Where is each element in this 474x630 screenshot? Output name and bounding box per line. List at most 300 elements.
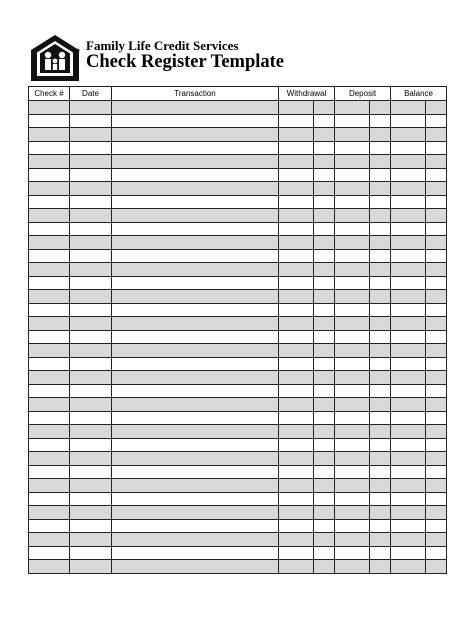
balance-dollars-cell[interactable]: [391, 452, 426, 466]
withdrawal-cents-cell[interactable]: [314, 438, 335, 452]
check-number-cell[interactable]: [29, 357, 70, 371]
date-cell[interactable]: [70, 546, 112, 560]
withdrawal-cents-cell[interactable]: [314, 506, 335, 520]
balance-cents-cell[interactable]: [426, 276, 447, 290]
date-cell[interactable]: [70, 222, 112, 236]
withdrawal-dollars-cell[interactable]: [279, 141, 314, 155]
deposit-dollars-cell[interactable]: [335, 276, 370, 290]
date-cell[interactable]: [70, 101, 112, 115]
deposit-dollars-cell[interactable]: [335, 506, 370, 520]
deposit-cents-cell[interactable]: [370, 546, 391, 560]
date-cell[interactable]: [70, 155, 112, 169]
check-number-cell[interactable]: [29, 101, 70, 115]
withdrawal-cents-cell[interactable]: [314, 560, 335, 574]
deposit-cents-cell[interactable]: [370, 182, 391, 196]
deposit-dollars-cell[interactable]: [335, 249, 370, 263]
withdrawal-dollars-cell[interactable]: [279, 425, 314, 439]
deposit-cents-cell[interactable]: [370, 519, 391, 533]
check-number-cell[interactable]: [29, 425, 70, 439]
withdrawal-cents-cell[interactable]: [314, 546, 335, 560]
transaction-cell[interactable]: [112, 290, 279, 304]
balance-dollars-cell[interactable]: [391, 290, 426, 304]
deposit-dollars-cell[interactable]: [335, 344, 370, 358]
check-number-cell[interactable]: [29, 479, 70, 493]
balance-cents-cell[interactable]: [426, 290, 447, 304]
balance-cents-cell[interactable]: [426, 452, 447, 466]
balance-dollars-cell[interactable]: [391, 533, 426, 547]
withdrawal-dollars-cell[interactable]: [279, 155, 314, 169]
withdrawal-dollars-cell[interactable]: [279, 492, 314, 506]
date-cell[interactable]: [70, 371, 112, 385]
deposit-dollars-cell[interactable]: [335, 155, 370, 169]
deposit-dollars-cell[interactable]: [335, 236, 370, 250]
balance-cents-cell[interactable]: [426, 317, 447, 331]
transaction-cell[interactable]: [112, 344, 279, 358]
withdrawal-dollars-cell[interactable]: [279, 276, 314, 290]
date-cell[interactable]: [70, 195, 112, 209]
deposit-dollars-cell[interactable]: [335, 411, 370, 425]
deposit-cents-cell[interactable]: [370, 425, 391, 439]
date-cell[interactable]: [70, 209, 112, 223]
balance-cents-cell[interactable]: [426, 506, 447, 520]
withdrawal-cents-cell[interactable]: [314, 398, 335, 412]
deposit-cents-cell[interactable]: [370, 506, 391, 520]
deposit-cents-cell[interactable]: [370, 330, 391, 344]
balance-cents-cell[interactable]: [426, 560, 447, 574]
withdrawal-cents-cell[interactable]: [314, 236, 335, 250]
balance-cents-cell[interactable]: [426, 263, 447, 277]
balance-dollars-cell[interactable]: [391, 195, 426, 209]
withdrawal-dollars-cell[interactable]: [279, 195, 314, 209]
transaction-cell[interactable]: [112, 506, 279, 520]
date-cell[interactable]: [70, 290, 112, 304]
deposit-dollars-cell[interactable]: [335, 263, 370, 277]
deposit-cents-cell[interactable]: [370, 168, 391, 182]
balance-cents-cell[interactable]: [426, 236, 447, 250]
balance-cents-cell[interactable]: [426, 344, 447, 358]
deposit-cents-cell[interactable]: [370, 222, 391, 236]
check-number-cell[interactable]: [29, 209, 70, 223]
date-cell[interactable]: [70, 114, 112, 128]
withdrawal-cents-cell[interactable]: [314, 330, 335, 344]
balance-cents-cell[interactable]: [426, 384, 447, 398]
balance-dollars-cell[interactable]: [391, 182, 426, 196]
date-cell[interactable]: [70, 276, 112, 290]
date-cell[interactable]: [70, 411, 112, 425]
check-number-cell[interactable]: [29, 195, 70, 209]
check-number-cell[interactable]: [29, 371, 70, 385]
deposit-dollars-cell[interactable]: [335, 357, 370, 371]
deposit-dollars-cell[interactable]: [335, 209, 370, 223]
transaction-cell[interactable]: [112, 141, 279, 155]
balance-dollars-cell[interactable]: [391, 492, 426, 506]
check-number-cell[interactable]: [29, 519, 70, 533]
check-number-cell[interactable]: [29, 114, 70, 128]
balance-cents-cell[interactable]: [426, 425, 447, 439]
withdrawal-cents-cell[interactable]: [314, 452, 335, 466]
balance-cents-cell[interactable]: [426, 357, 447, 371]
deposit-cents-cell[interactable]: [370, 155, 391, 169]
withdrawal-dollars-cell[interactable]: [279, 317, 314, 331]
withdrawal-cents-cell[interactable]: [314, 209, 335, 223]
check-number-cell[interactable]: [29, 384, 70, 398]
date-cell[interactable]: [70, 506, 112, 520]
deposit-dollars-cell[interactable]: [335, 492, 370, 506]
transaction-cell[interactable]: [112, 371, 279, 385]
deposit-cents-cell[interactable]: [370, 276, 391, 290]
withdrawal-dollars-cell[interactable]: [279, 560, 314, 574]
balance-cents-cell[interactable]: [426, 195, 447, 209]
check-number-cell[interactable]: [29, 222, 70, 236]
balance-cents-cell[interactable]: [426, 222, 447, 236]
transaction-cell[interactable]: [112, 209, 279, 223]
balance-dollars-cell[interactable]: [391, 384, 426, 398]
withdrawal-dollars-cell[interactable]: [279, 114, 314, 128]
balance-cents-cell[interactable]: [426, 155, 447, 169]
transaction-cell[interactable]: [112, 411, 279, 425]
transaction-cell[interactable]: [112, 276, 279, 290]
withdrawal-cents-cell[interactable]: [314, 384, 335, 398]
transaction-cell[interactable]: [112, 303, 279, 317]
deposit-dollars-cell[interactable]: [335, 546, 370, 560]
balance-dollars-cell[interactable]: [391, 128, 426, 142]
withdrawal-dollars-cell[interactable]: [279, 303, 314, 317]
withdrawal-cents-cell[interactable]: [314, 114, 335, 128]
deposit-dollars-cell[interactable]: [335, 384, 370, 398]
balance-dollars-cell[interactable]: [391, 263, 426, 277]
withdrawal-dollars-cell[interactable]: [279, 168, 314, 182]
transaction-cell[interactable]: [112, 249, 279, 263]
withdrawal-cents-cell[interactable]: [314, 519, 335, 533]
deposit-cents-cell[interactable]: [370, 357, 391, 371]
deposit-cents-cell[interactable]: [370, 101, 391, 115]
deposit-cents-cell[interactable]: [370, 141, 391, 155]
deposit-cents-cell[interactable]: [370, 195, 391, 209]
balance-cents-cell[interactable]: [426, 492, 447, 506]
deposit-dollars-cell[interactable]: [335, 452, 370, 466]
deposit-dollars-cell[interactable]: [335, 182, 370, 196]
transaction-cell[interactable]: [112, 398, 279, 412]
withdrawal-dollars-cell[interactable]: [279, 546, 314, 560]
deposit-cents-cell[interactable]: [370, 452, 391, 466]
date-cell[interactable]: [70, 357, 112, 371]
withdrawal-dollars-cell[interactable]: [279, 533, 314, 547]
deposit-cents-cell[interactable]: [370, 249, 391, 263]
check-number-cell[interactable]: [29, 344, 70, 358]
deposit-cents-cell[interactable]: [370, 411, 391, 425]
balance-dollars-cell[interactable]: [391, 398, 426, 412]
balance-cents-cell[interactable]: [426, 141, 447, 155]
check-number-cell[interactable]: [29, 492, 70, 506]
check-number-cell[interactable]: [29, 236, 70, 250]
deposit-dollars-cell[interactable]: [335, 465, 370, 479]
deposit-dollars-cell[interactable]: [335, 114, 370, 128]
withdrawal-dollars-cell[interactable]: [279, 101, 314, 115]
date-cell[interactable]: [70, 398, 112, 412]
deposit-cents-cell[interactable]: [370, 344, 391, 358]
date-cell[interactable]: [70, 465, 112, 479]
withdrawal-dollars-cell[interactable]: [279, 330, 314, 344]
deposit-cents-cell[interactable]: [370, 236, 391, 250]
withdrawal-cents-cell[interactable]: [314, 222, 335, 236]
balance-cents-cell[interactable]: [426, 168, 447, 182]
withdrawal-dollars-cell[interactable]: [279, 222, 314, 236]
withdrawal-cents-cell[interactable]: [314, 357, 335, 371]
deposit-cents-cell[interactable]: [370, 114, 391, 128]
withdrawal-dollars-cell[interactable]: [279, 479, 314, 493]
balance-dollars-cell[interactable]: [391, 506, 426, 520]
transaction-cell[interactable]: [112, 560, 279, 574]
withdrawal-dollars-cell[interactable]: [279, 452, 314, 466]
transaction-cell[interactable]: [112, 357, 279, 371]
date-cell[interactable]: [70, 533, 112, 547]
deposit-dollars-cell[interactable]: [335, 195, 370, 209]
date-cell[interactable]: [70, 249, 112, 263]
transaction-cell[interactable]: [112, 317, 279, 331]
check-number-cell[interactable]: [29, 168, 70, 182]
date-cell[interactable]: [70, 317, 112, 331]
check-number-cell[interactable]: [29, 182, 70, 196]
balance-dollars-cell[interactable]: [391, 479, 426, 493]
withdrawal-cents-cell[interactable]: [314, 263, 335, 277]
deposit-cents-cell[interactable]: [370, 303, 391, 317]
deposit-cents-cell[interactable]: [370, 479, 391, 493]
withdrawal-dollars-cell[interactable]: [279, 465, 314, 479]
deposit-cents-cell[interactable]: [370, 398, 391, 412]
balance-dollars-cell[interactable]: [391, 371, 426, 385]
check-number-cell[interactable]: [29, 290, 70, 304]
deposit-cents-cell[interactable]: [370, 371, 391, 385]
transaction-cell[interactable]: [112, 182, 279, 196]
withdrawal-dollars-cell[interactable]: [279, 371, 314, 385]
deposit-dollars-cell[interactable]: [335, 479, 370, 493]
balance-dollars-cell[interactable]: [391, 425, 426, 439]
check-number-cell[interactable]: [29, 317, 70, 331]
balance-dollars-cell[interactable]: [391, 114, 426, 128]
check-number-cell[interactable]: [29, 506, 70, 520]
balance-dollars-cell[interactable]: [391, 249, 426, 263]
balance-cents-cell[interactable]: [426, 182, 447, 196]
transaction-cell[interactable]: [112, 236, 279, 250]
date-cell[interactable]: [70, 438, 112, 452]
deposit-cents-cell[interactable]: [370, 263, 391, 277]
check-number-cell[interactable]: [29, 452, 70, 466]
deposit-dollars-cell[interactable]: [335, 222, 370, 236]
transaction-cell[interactable]: [112, 533, 279, 547]
balance-cents-cell[interactable]: [426, 209, 447, 223]
withdrawal-dollars-cell[interactable]: [279, 344, 314, 358]
withdrawal-dollars-cell[interactable]: [279, 357, 314, 371]
transaction-cell[interactable]: [112, 452, 279, 466]
deposit-dollars-cell[interactable]: [335, 330, 370, 344]
withdrawal-cents-cell[interactable]: [314, 101, 335, 115]
date-cell[interactable]: [70, 344, 112, 358]
date-cell[interactable]: [70, 236, 112, 250]
balance-dollars-cell[interactable]: [391, 357, 426, 371]
withdrawal-dollars-cell[interactable]: [279, 236, 314, 250]
check-number-cell[interactable]: [29, 411, 70, 425]
transaction-cell[interactable]: [112, 114, 279, 128]
withdrawal-dollars-cell[interactable]: [279, 398, 314, 412]
check-number-cell[interactable]: [29, 465, 70, 479]
date-cell[interactable]: [70, 384, 112, 398]
balance-dollars-cell[interactable]: [391, 141, 426, 155]
check-number-cell[interactable]: [29, 128, 70, 142]
balance-dollars-cell[interactable]: [391, 236, 426, 250]
withdrawal-cents-cell[interactable]: [314, 168, 335, 182]
withdrawal-cents-cell[interactable]: [314, 182, 335, 196]
date-cell[interactable]: [70, 492, 112, 506]
deposit-cents-cell[interactable]: [370, 317, 391, 331]
check-number-cell[interactable]: [29, 398, 70, 412]
deposit-cents-cell[interactable]: [370, 209, 391, 223]
transaction-cell[interactable]: [112, 465, 279, 479]
balance-cents-cell[interactable]: [426, 114, 447, 128]
check-number-cell[interactable]: [29, 303, 70, 317]
transaction-cell[interactable]: [112, 128, 279, 142]
deposit-cents-cell[interactable]: [370, 492, 391, 506]
withdrawal-dollars-cell[interactable]: [279, 128, 314, 142]
date-cell[interactable]: [70, 479, 112, 493]
check-number-cell[interactable]: [29, 330, 70, 344]
withdrawal-cents-cell[interactable]: [314, 465, 335, 479]
deposit-dollars-cell[interactable]: [335, 290, 370, 304]
balance-cents-cell[interactable]: [426, 303, 447, 317]
withdrawal-cents-cell[interactable]: [314, 425, 335, 439]
deposit-cents-cell[interactable]: [370, 533, 391, 547]
balance-cents-cell[interactable]: [426, 249, 447, 263]
deposit-cents-cell[interactable]: [370, 384, 391, 398]
transaction-cell[interactable]: [112, 492, 279, 506]
withdrawal-cents-cell[interactable]: [314, 533, 335, 547]
transaction-cell[interactable]: [112, 384, 279, 398]
date-cell[interactable]: [70, 425, 112, 439]
balance-cents-cell[interactable]: [426, 411, 447, 425]
deposit-dollars-cell[interactable]: [335, 438, 370, 452]
balance-dollars-cell[interactable]: [391, 168, 426, 182]
withdrawal-cents-cell[interactable]: [314, 155, 335, 169]
withdrawal-dollars-cell[interactable]: [279, 519, 314, 533]
transaction-cell[interactable]: [112, 546, 279, 560]
check-number-cell[interactable]: [29, 141, 70, 155]
deposit-dollars-cell[interactable]: [335, 519, 370, 533]
check-number-cell[interactable]: [29, 533, 70, 547]
balance-cents-cell[interactable]: [426, 128, 447, 142]
check-number-cell[interactable]: [29, 155, 70, 169]
deposit-cents-cell[interactable]: [370, 465, 391, 479]
check-number-cell[interactable]: [29, 438, 70, 452]
withdrawal-dollars-cell[interactable]: [279, 290, 314, 304]
withdrawal-cents-cell[interactable]: [314, 290, 335, 304]
transaction-cell[interactable]: [112, 330, 279, 344]
deposit-cents-cell[interactable]: [370, 128, 391, 142]
balance-dollars-cell[interactable]: [391, 465, 426, 479]
withdrawal-dollars-cell[interactable]: [279, 263, 314, 277]
balance-dollars-cell[interactable]: [391, 411, 426, 425]
withdrawal-dollars-cell[interactable]: [279, 209, 314, 223]
check-number-cell[interactable]: [29, 263, 70, 277]
withdrawal-cents-cell[interactable]: [314, 276, 335, 290]
withdrawal-dollars-cell[interactable]: [279, 506, 314, 520]
deposit-dollars-cell[interactable]: [335, 101, 370, 115]
withdrawal-cents-cell[interactable]: [314, 344, 335, 358]
transaction-cell[interactable]: [112, 425, 279, 439]
date-cell[interactable]: [70, 168, 112, 182]
balance-dollars-cell[interactable]: [391, 344, 426, 358]
balance-dollars-cell[interactable]: [391, 222, 426, 236]
balance-cents-cell[interactable]: [426, 101, 447, 115]
deposit-dollars-cell[interactable]: [335, 560, 370, 574]
withdrawal-cents-cell[interactable]: [314, 141, 335, 155]
withdrawal-cents-cell[interactable]: [314, 303, 335, 317]
transaction-cell[interactable]: [112, 168, 279, 182]
transaction-cell[interactable]: [112, 263, 279, 277]
balance-dollars-cell[interactable]: [391, 276, 426, 290]
transaction-cell[interactable]: [112, 519, 279, 533]
deposit-dollars-cell[interactable]: [335, 128, 370, 142]
transaction-cell[interactable]: [112, 101, 279, 115]
balance-dollars-cell[interactable]: [391, 519, 426, 533]
date-cell[interactable]: [70, 330, 112, 344]
date-cell[interactable]: [70, 141, 112, 155]
withdrawal-dollars-cell[interactable]: [279, 182, 314, 196]
balance-dollars-cell[interactable]: [391, 438, 426, 452]
deposit-dollars-cell[interactable]: [335, 141, 370, 155]
check-number-cell[interactable]: [29, 249, 70, 263]
withdrawal-cents-cell[interactable]: [314, 492, 335, 506]
balance-cents-cell[interactable]: [426, 519, 447, 533]
deposit-dollars-cell[interactable]: [335, 425, 370, 439]
balance-dollars-cell[interactable]: [391, 330, 426, 344]
balance-cents-cell[interactable]: [426, 465, 447, 479]
withdrawal-cents-cell[interactable]: [314, 195, 335, 209]
deposit-cents-cell[interactable]: [370, 290, 391, 304]
date-cell[interactable]: [70, 128, 112, 142]
balance-dollars-cell[interactable]: [391, 546, 426, 560]
balance-dollars-cell[interactable]: [391, 303, 426, 317]
balance-cents-cell[interactable]: [426, 533, 447, 547]
transaction-cell[interactable]: [112, 438, 279, 452]
check-number-cell[interactable]: [29, 546, 70, 560]
check-number-cell[interactable]: [29, 276, 70, 290]
withdrawal-cents-cell[interactable]: [314, 249, 335, 263]
withdrawal-dollars-cell[interactable]: [279, 249, 314, 263]
withdrawal-cents-cell[interactable]: [314, 371, 335, 385]
date-cell[interactable]: [70, 519, 112, 533]
balance-cents-cell[interactable]: [426, 546, 447, 560]
withdrawal-dollars-cell[interactable]: [279, 384, 314, 398]
deposit-dollars-cell[interactable]: [335, 303, 370, 317]
date-cell[interactable]: [70, 452, 112, 466]
withdrawal-cents-cell[interactable]: [314, 317, 335, 331]
transaction-cell[interactable]: [112, 479, 279, 493]
deposit-dollars-cell[interactable]: [335, 533, 370, 547]
balance-cents-cell[interactable]: [426, 438, 447, 452]
balance-cents-cell[interactable]: [426, 398, 447, 412]
withdrawal-cents-cell[interactable]: [314, 479, 335, 493]
withdrawal-dollars-cell[interactable]: [279, 411, 314, 425]
date-cell[interactable]: [70, 182, 112, 196]
balance-dollars-cell[interactable]: [391, 560, 426, 574]
balance-cents-cell[interactable]: [426, 330, 447, 344]
transaction-cell[interactable]: [112, 222, 279, 236]
check-number-cell[interactable]: [29, 560, 70, 574]
date-cell[interactable]: [70, 303, 112, 317]
balance-dollars-cell[interactable]: [391, 209, 426, 223]
balance-cents-cell[interactable]: [426, 371, 447, 385]
balance-dollars-cell[interactable]: [391, 155, 426, 169]
balance-cents-cell[interactable]: [426, 479, 447, 493]
